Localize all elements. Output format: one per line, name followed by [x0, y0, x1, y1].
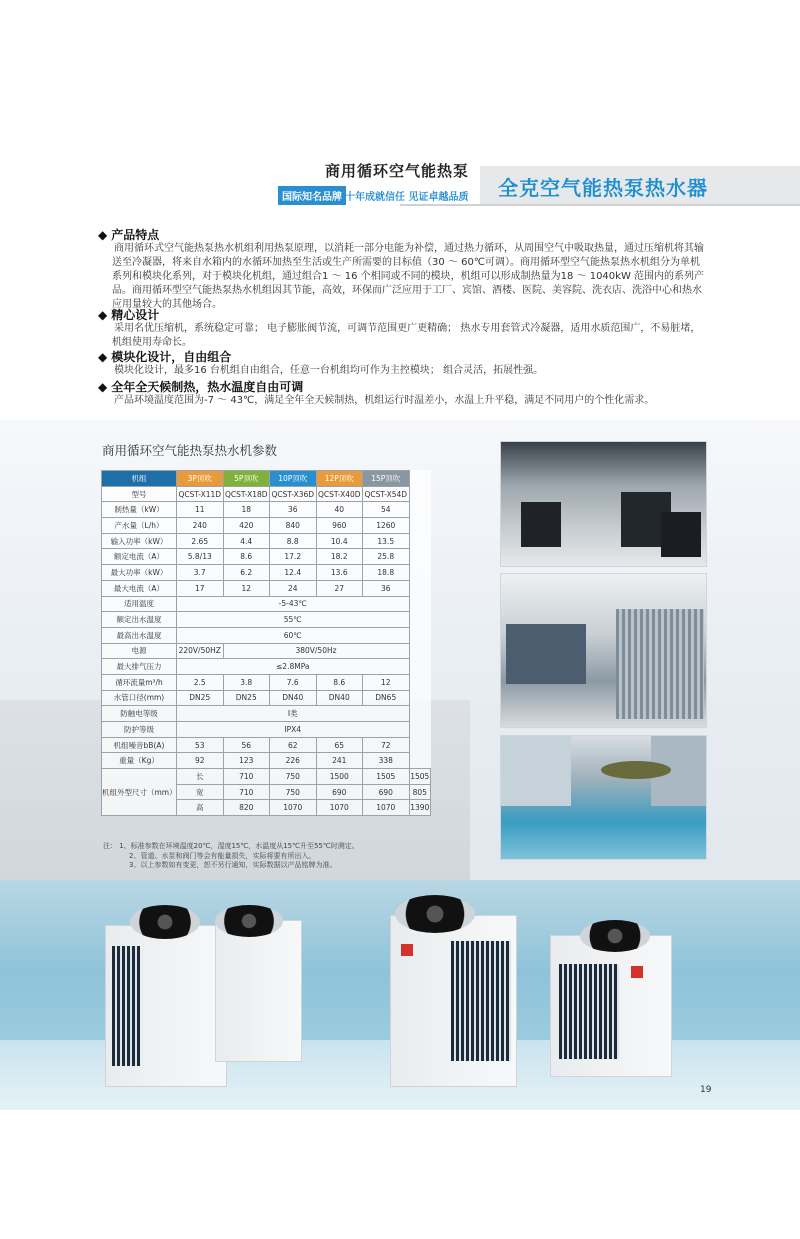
table-cell: 额定出水温度: [102, 612, 177, 628]
table-cell: 92: [177, 753, 224, 769]
table-row: [102, 737, 431, 753]
table-row: [102, 706, 431, 722]
heat-pump-unit-medium: [390, 915, 517, 1087]
brand-logo-icon: [401, 944, 413, 956]
photo-building: [501, 736, 571, 806]
table-cell: 53: [177, 737, 224, 753]
table-cell: 11: [177, 502, 224, 518]
table-cell: 820: [223, 800, 270, 816]
table-cell: DN40: [316, 690, 363, 706]
factory-photo: [500, 441, 707, 567]
table-cell: 17.2: [270, 549, 317, 565]
table-cell: 690: [363, 784, 410, 800]
table-cell: 最大电流（A）: [102, 580, 177, 596]
table-cell: 3.7: [177, 565, 224, 581]
table-cell: 电源: [102, 643, 177, 659]
table-cell: 36: [270, 502, 317, 518]
table-cell: 额定电流（A）: [102, 549, 177, 565]
table-cell: 产水量（L/h）: [102, 518, 177, 534]
table-cell: 水管口径(mm): [102, 690, 177, 706]
heat-pump-unit-large-side: [215, 920, 302, 1062]
table-cell: 55℃: [177, 612, 410, 628]
table-cell: 10.4: [316, 533, 363, 549]
table-cell: 最高出水温度: [102, 627, 177, 643]
table-header-row: [102, 471, 431, 487]
table-cell: 1505: [363, 769, 410, 785]
table-notes: [103, 842, 359, 871]
table-cell: 4.4: [223, 533, 270, 549]
table-cell: 18: [223, 502, 270, 518]
table-cell: 17: [177, 580, 224, 596]
table-cell: 制热量（kW）: [102, 502, 177, 518]
diamond-icon: ◆: [98, 380, 108, 394]
feature-body: 产品环境温度范围为-7 ～ 43℃，满足全年全天候制热，机组运行时温差小，水温上升平稳，满足不同用户的个性化需求。: [114, 395, 655, 406]
table-cell: QCST-X54D: [363, 486, 410, 502]
header-title: 商用循环空气能热泵: [325, 162, 470, 180]
feature-body: 商用循环式空气能热泵热水机组利用热泵原理，以消耗一部分电能为补偿，通过热力循环，从周围空气中吸取热量，通过压缩机将其输送至冷凝器，将来自水箱内的水循环加热至生活或生产所需要的目标值（30 ～ 60℃可调）。商用循环型空气能热泵热水机组分为单机系列和模块化系列，对于模块化机组，通过组合1 ～ 16 个相同或不同的模块，机组可以形成制热量为18 ～ 1040kW 范围内的系列产品。商用循环型空气能热泵热水机组因其节能，高效，环保而广泛应用于工厂、宾馆、酒楼、医院、美容院、洗衣店、洗浴中心和热水应用量较大的其他场合。: [112, 243, 705, 310]
header-slogan: 十年成就信任 见证卓越品质: [345, 192, 469, 203]
page-number: 19: [700, 1085, 712, 1095]
feature-section-1: [98, 228, 708, 312]
table-cell: 25.8: [363, 549, 410, 565]
table-cell: 防护等级: [102, 722, 177, 738]
table-row: [102, 659, 431, 675]
table-cell: 宽: [177, 784, 224, 800]
table-cell: 27: [316, 580, 363, 596]
table-header-cell: 3P顶吹: [177, 471, 224, 487]
table-cell: 40: [316, 502, 363, 518]
table-cell: 2.5: [177, 674, 224, 690]
table-cell: 62: [270, 737, 317, 753]
feature-body: 模块化设计，最多16 台机组自由组合，任意一台机组均可作为主控模块； 组合灵活，拓展性强。: [114, 365, 544, 376]
feature-section-3: [98, 350, 708, 378]
diamond-icon: ◆: [98, 228, 108, 242]
table-row: [102, 596, 431, 612]
table-cell: IPX4: [177, 722, 410, 738]
table-cell: 805: [409, 784, 431, 800]
table-header-cell: 15P顶吹: [363, 471, 410, 487]
heat-pump-unit-small: [550, 935, 672, 1077]
table-cell: 12.4: [270, 565, 317, 581]
table-cell: 防触电等级: [102, 706, 177, 722]
fan-icon: [395, 895, 475, 933]
table-cell: DN25: [223, 690, 270, 706]
table-cell: 226: [270, 753, 317, 769]
table-cell: 适用温度: [102, 596, 177, 612]
feature-body: 采用名优压缩机，系统稳定可靠； 电子膨胀阀节流，可调节范围更广更精确； 热水专用套管式冷凝器，适用水质范围广，不易脏堵，机组使用寿命长。: [112, 323, 701, 348]
heat-pump-unit-large: [105, 925, 227, 1087]
table-cell: 1070: [316, 800, 363, 816]
table-cell: 750: [270, 784, 317, 800]
table-cell: I类: [177, 706, 410, 722]
table-cell: 最大功率（kW）: [102, 565, 177, 581]
table-cell: 420: [223, 518, 270, 534]
table-cell: 380V/50Hz: [223, 643, 409, 659]
table-cell: 长: [177, 769, 224, 785]
feature-section-4: [98, 380, 708, 408]
table-cell: 840: [270, 518, 317, 534]
table-cell: 1260: [363, 518, 410, 534]
table-cell: 54: [363, 502, 410, 518]
table-cell: 13.6: [316, 565, 363, 581]
table-row: [102, 643, 431, 659]
table-row: [102, 533, 431, 549]
table-cell: 338: [363, 753, 410, 769]
table-row: [102, 690, 431, 706]
fan-icon: [215, 905, 283, 937]
table-cell: 型号: [102, 486, 177, 502]
table-cell: QCST-X40D: [316, 486, 363, 502]
table-cell: 710: [223, 784, 270, 800]
table-cell: 输入功率（kW）: [102, 533, 177, 549]
table-cell: 8.6: [223, 549, 270, 565]
table-cell: 690: [316, 784, 363, 800]
product-name: 全克空气能热泵热水器: [498, 176, 708, 200]
table-cell: 240: [177, 518, 224, 534]
table-header-cell: 12P顶吹: [316, 471, 363, 487]
note-line: 注： 1、标准参数在环境温度20℃，湿度15℃，水温度从15℃升至55℃时测定。: [103, 842, 359, 850]
table-cell: 最大排气压力: [102, 659, 177, 675]
table-cell: 1500: [316, 769, 363, 785]
table-cell: 机组外型尺寸（mm）: [102, 769, 177, 816]
table-cell: DN40: [270, 690, 317, 706]
feature-heading: 产品特点: [111, 228, 160, 242]
table-row: [102, 502, 431, 518]
unit-grill: [451, 941, 511, 1061]
table-cell: 750: [270, 769, 317, 785]
note-line: 2、管道、水泵和阀门等会有能量损失，实际将要有所出入。: [129, 851, 316, 860]
feature-heading: 全年全天候制热，热水温度自由可调: [111, 380, 304, 394]
table-cell: 1390: [409, 800, 431, 816]
note-line: 3、以上参数如有变更，恕不另行通知，实际数据以产品铭牌为准。: [129, 861, 337, 869]
header-divider: [400, 204, 800, 206]
table-cell: 机组噪音bB(A): [102, 737, 177, 753]
table-cell: QCST-X36D: [270, 486, 317, 502]
table-cell: 12: [223, 580, 270, 596]
table-cell: ≤2.8MPa: [177, 659, 410, 675]
table-cell: DN25: [177, 690, 224, 706]
table-cell: 3.8: [223, 674, 270, 690]
table-row: [102, 722, 431, 738]
table-cell: 7.6: [270, 674, 317, 690]
table-row: [102, 518, 431, 534]
table-row: [102, 565, 431, 581]
table-cell: 8.8: [270, 533, 317, 549]
diamond-icon: ◆: [98, 350, 108, 364]
feature-heading: 精心设计: [111, 308, 160, 322]
table-cell: 8.6: [316, 674, 363, 690]
table-row: [102, 674, 431, 690]
fan-icon: [130, 905, 200, 939]
table-cell: DN65: [363, 690, 410, 706]
spec-table: [101, 470, 431, 816]
table-cell: 1070: [270, 800, 317, 816]
feature-section-2: [98, 308, 708, 350]
fan-icon: [580, 920, 650, 952]
photo-unit: [506, 624, 586, 684]
table-cell: 123: [223, 753, 270, 769]
table-cell: 1505: [409, 769, 431, 785]
table-row: [102, 580, 431, 596]
unit-grill: [559, 964, 619, 1059]
photo-unit: [616, 609, 704, 719]
table-cell: 65: [316, 737, 363, 753]
table-title: 商用循环空气能热泵热水机参数: [102, 443, 278, 458]
table-row: [102, 753, 431, 769]
table-cell: 56: [223, 737, 270, 753]
table-cell: QCST-X11D: [177, 486, 224, 502]
brand-logo-icon: [631, 966, 643, 978]
table-row: [102, 627, 431, 643]
table-cell: 18.2: [316, 549, 363, 565]
feature-heading: 模块化设计，自由组合: [111, 350, 232, 364]
hotel-pool-photo: [500, 735, 707, 860]
table-cell: 1070: [363, 800, 410, 816]
warehouse-photo: [500, 573, 707, 728]
table-cell: 2.65: [177, 533, 224, 549]
table-row: [102, 549, 431, 565]
table-cell: 循环流量m³/h: [102, 674, 177, 690]
table-cell: 60℃: [177, 627, 410, 643]
table-cell: 18.8: [363, 565, 410, 581]
photo-unit: [661, 512, 701, 557]
brand-badge: 国际知名品牌: [278, 186, 346, 205]
table-cell: 72: [363, 737, 410, 753]
table-cell: 重量（Kg）: [102, 753, 177, 769]
table-header-cell: 5P顶吹: [223, 471, 270, 487]
table-cell: 6.2: [223, 565, 270, 581]
table-cell: 12: [363, 674, 410, 690]
table-cell: 13.5: [363, 533, 410, 549]
table-cell: 710: [223, 769, 270, 785]
table-cell: 5.8/13: [177, 549, 224, 565]
photo-umbrella: [601, 761, 671, 779]
table-cell: 241: [316, 753, 363, 769]
table-cell: 24: [270, 580, 317, 596]
table-row: [102, 769, 431, 785]
table-cell: QCST-X18D: [223, 486, 270, 502]
table-header-cell: 机组: [102, 471, 177, 487]
table-cell: -5-43℃: [177, 596, 410, 612]
photo-unit: [521, 502, 561, 547]
table-cell: 36: [363, 580, 410, 596]
unit-grill: [112, 946, 140, 1066]
table-cell: 高: [177, 800, 224, 816]
table-row: [102, 486, 431, 502]
diamond-icon: ◆: [98, 308, 108, 322]
table-row: [102, 612, 431, 628]
table-cell: 220V/50HZ: [177, 643, 224, 659]
table-cell: 960: [316, 518, 363, 534]
table-header-cell: 10P顶吹: [270, 471, 317, 487]
